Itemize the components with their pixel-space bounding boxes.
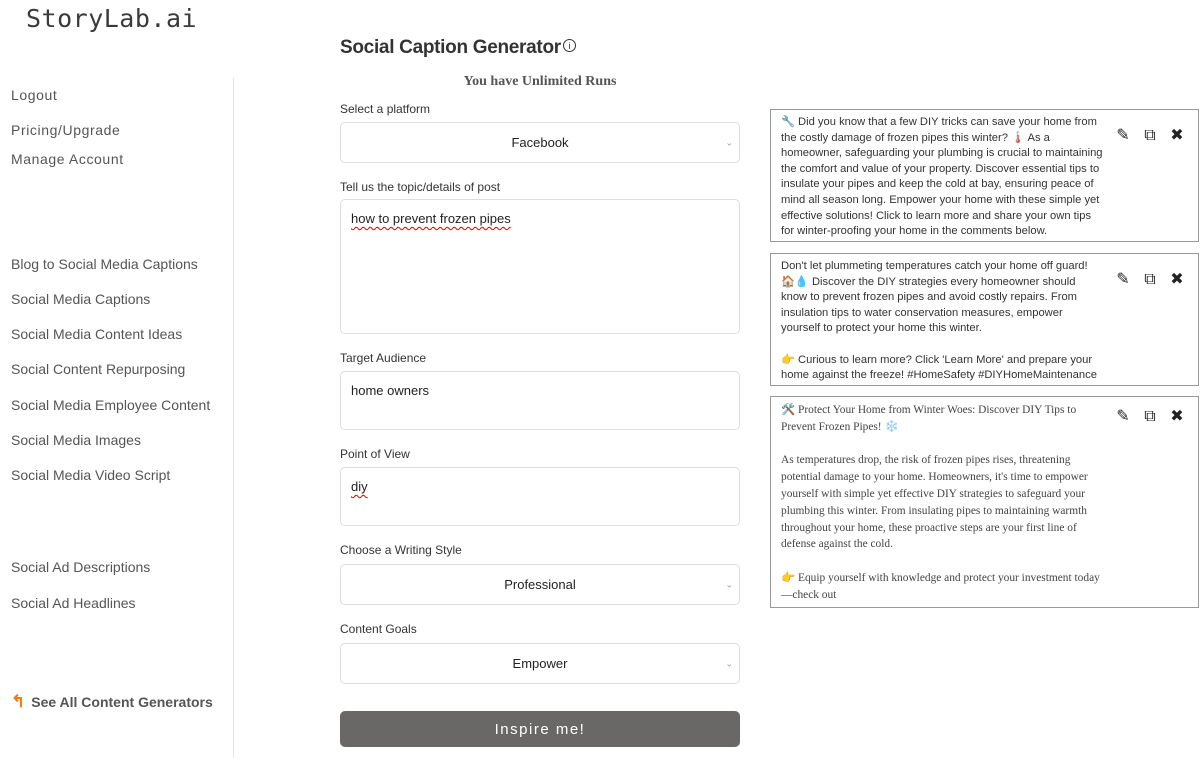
result-card bbox=[770, 253, 1199, 386]
info-icon[interactable]: i bbox=[563, 39, 576, 52]
nav-manage-account[interactable]: Manage Account bbox=[11, 151, 124, 167]
sidebar-divider bbox=[233, 78, 234, 758]
audience-label: Target Audience bbox=[340, 351, 427, 365]
goals-value: Empower bbox=[512, 656, 568, 671]
goals-select[interactable] bbox=[340, 643, 740, 684]
pov-value: diy bbox=[351, 479, 368, 494]
result-text[interactable]: Don't let plummeting temperatures catch your home off guard! 🏠💧 Discover the DIY strategies every homeowner should know to prevent frozen pipes and avoid costly repairs. From insulation tips to water conservation measures, empower yourself to protect your home this winter. 👉 Curious to learn more? Click 'Learn More' and prepare your home against the freeze! #HomeSafety #DIYHomeMaintenance bbox=[781, 260, 1097, 382]
see-all-label: See All Content Generators bbox=[31, 694, 213, 710]
runs-remaining: You have Unlimited Runs bbox=[463, 74, 617, 89]
pov-label: Point of View bbox=[340, 447, 410, 461]
result-text[interactable]: 🛠️ Protect Your Home from Winter Woes: Discover DIY Tips to Prevent Frozen Pipes! ❄️ As temperatures drop, the risk of frozen pipes rises, threatening potential damage to your home. Homeowners, it's time to empower yourself with simple yet effective DIY strategies to safeguard your plumbing this winter. From insulating pipes to maintaining warmth throughout your home, these proactive steps are your first line of defense against the cold. 👉 Equip yourself with knowledge and protect your investment today—check out bbox=[781, 404, 1100, 601]
nav-blog-to-captions[interactable]: Blog to Social Media Captions bbox=[11, 256, 198, 272]
pov-input[interactable] bbox=[340, 467, 740, 526]
close-icon[interactable]: ✖ bbox=[1170, 271, 1184, 288]
nav-employee-content[interactable]: Social Media Employee Content bbox=[11, 397, 211, 413]
copy-icon[interactable]: ⧉ bbox=[1144, 271, 1156, 288]
goals-label: Content Goals bbox=[340, 622, 417, 636]
result-card bbox=[770, 109, 1199, 242]
nav-ad-descriptions[interactable]: Social Ad Descriptions bbox=[11, 559, 151, 575]
nav-logout[interactable]: Logout bbox=[11, 87, 58, 103]
edit-icon[interactable]: ✎ bbox=[1116, 408, 1130, 425]
copy-icon[interactable]: ⧉ bbox=[1144, 408, 1156, 425]
page-title bbox=[340, 37, 576, 59]
platform-label: Select a platform bbox=[340, 102, 431, 116]
nav-social-captions[interactable]: Social Media Captions bbox=[11, 291, 151, 307]
style-value: Professional bbox=[504, 577, 576, 592]
platform-select[interactable] bbox=[340, 122, 740, 163]
see-all-generators-link[interactable] bbox=[11, 692, 213, 712]
topic-label: Tell us the topic/details of post bbox=[340, 180, 501, 194]
result-text[interactable]: 🔧 Did you know that a few DIY tricks can save your home from the costly damage of frozen pipes this winter? 🌡️ As a homeowner, safeguarding your plumbing is crucial to maintaining the comfort and value of your property. Discover essential tips to insulate your pipes and keep the cold at bay, ensuring peace of mind all season long. Empower your home with these simple yet effective solutions! Click to learn more and share your own tips for winter-proofing your home in the comments below. bbox=[781, 116, 1103, 238]
topic-value: how to prevent frozen pipes bbox=[351, 211, 511, 226]
nav-pricing[interactable]: Pricing/Upgrade bbox=[11, 122, 121, 138]
chevron-down-icon: ⌄ bbox=[725, 137, 733, 147]
close-icon[interactable]: ✖ bbox=[1170, 408, 1184, 425]
platform-value: Facebook bbox=[511, 135, 569, 150]
inspire-button[interactable]: Inspire me! bbox=[340, 711, 740, 747]
chevron-down-icon: ⌄ bbox=[725, 658, 733, 668]
reply-arrow-icon: ↰ bbox=[11, 692, 26, 711]
nav-social-images[interactable]: Social Media Images bbox=[11, 432, 141, 448]
nav-video-script[interactable]: Social Media Video Script bbox=[11, 467, 171, 483]
nav-ad-headlines[interactable]: Social Ad Headlines bbox=[11, 595, 136, 611]
style-select[interactable] bbox=[340, 564, 740, 605]
audience-value: home owners bbox=[351, 383, 430, 398]
logo[interactable]: StoryLab.ai bbox=[26, 4, 198, 33]
topic-textarea[interactable] bbox=[340, 199, 740, 334]
result-card bbox=[770, 396, 1199, 608]
edit-icon[interactable]: ✎ bbox=[1116, 271, 1130, 288]
close-icon[interactable]: ✖ bbox=[1170, 127, 1184, 144]
style-label: Choose a Writing Style bbox=[340, 543, 462, 557]
page-title-text: Social Caption Generator bbox=[340, 37, 561, 58]
chevron-down-icon: ⌄ bbox=[725, 579, 733, 589]
audience-input[interactable] bbox=[340, 371, 740, 430]
edit-icon[interactable]: ✎ bbox=[1116, 127, 1130, 144]
copy-icon[interactable]: ⧉ bbox=[1144, 127, 1156, 144]
nav-content-ideas[interactable]: Social Media Content Ideas bbox=[11, 326, 183, 342]
nav-content-repurposing[interactable]: Social Content Repurposing bbox=[11, 361, 186, 377]
